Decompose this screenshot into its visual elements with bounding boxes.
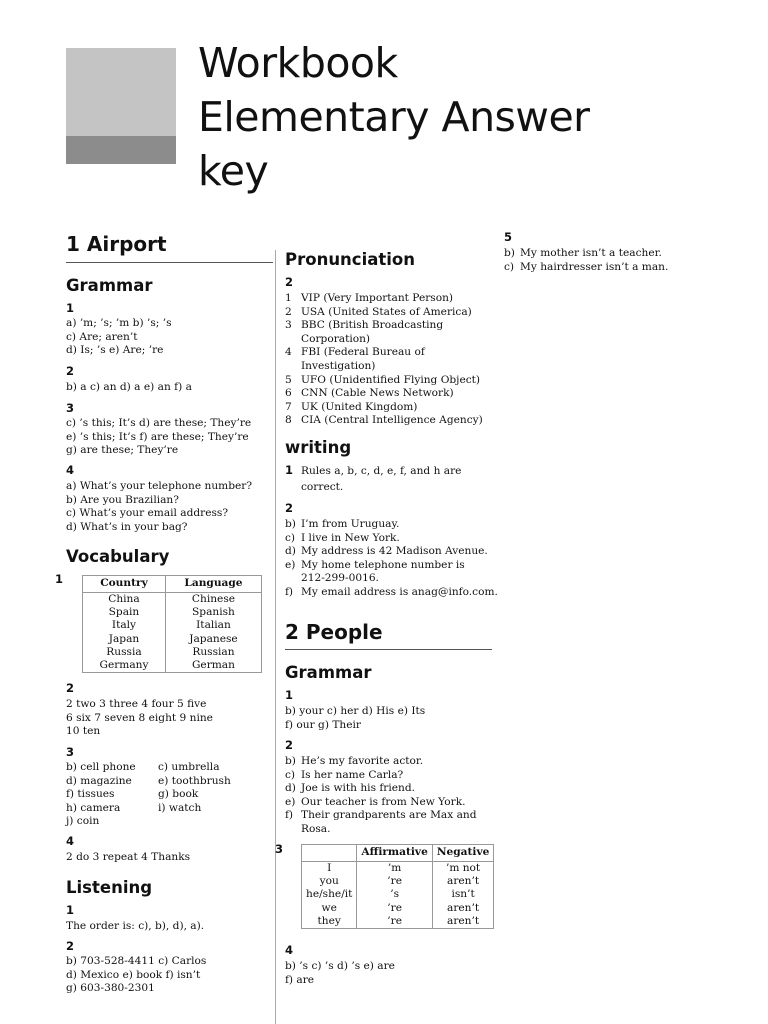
writing-heading: writing [285,438,352,457]
list-item: f) My email address is anag@info.com. [285,585,498,598]
grammar-ex5-answers [504,247,668,274]
unit2-grammar-ex4-answers: b) ’s c) ’s d) ’s e) are f) are [285,960,395,986]
list-item: d) magazine e) toothbrush [66,774,231,787]
exercise-number: 2 [66,681,75,695]
exercise-number: 1 [285,463,294,477]
country-language-table [82,575,262,673]
unit2-heading-rule [285,649,492,650]
exercise-number: 4 [285,943,294,957]
exercise-number: 2 [285,738,294,752]
exercise-number: 1 [66,301,75,315]
writing-ex1-answers: 1 Rules a, b, c, d, e, f, and h are correct. [285,463,462,493]
grammar-ex4-answers: a) What’s your telephone number? b) Are you Brazilian? c) What’s your email address? d) What’s in your bag? [66,480,253,533]
unit1-heading: 1 Airport [66,232,167,256]
exercise-number: 1 [285,688,294,702]
list-item: Investigation) [301,359,376,372]
logo-block-dark [66,136,176,164]
list-item: 8 CIA (Central Intelligence Agency) [285,414,483,427]
vocabulary-ex2-answers: 2 two 3 three 4 four 5 five 6 six 7 seven 8 eight 9 nine 10 ten [66,698,213,738]
table-row: Japan Japanese [83,633,262,646]
exercise-number: 5 [504,230,513,244]
exercise-number: 2 [66,939,75,953]
unit1-heading-rule [66,262,273,263]
unit2-grammar-ex2-answers [285,755,477,837]
grammar-ex1-answers: a) ’m; ’s; ’m b) ’s; ’s c) Are; aren’t d) Is; ’s e) Are; ’re [66,317,172,357]
grammar-heading: Grammar [66,276,153,295]
table-header [302,845,357,862]
table-row: China Chinese [83,593,262,607]
exercise-number: 2 [285,275,294,289]
exercise-number: 1 [55,572,64,586]
list-item: Corporation) [301,332,371,345]
exercise-number: 1 [66,903,75,917]
list-item: 1 VIP (Very Important Person) [285,292,454,304]
table-row: you ’re aren’t [302,875,494,888]
listening-ex2-answers: b) 703-528-4411 c) Carlos d) Mexico e) book f) isn’t g) 603-380-2301 [66,955,207,995]
list-item: h) camera i) watch [66,801,202,814]
logo-block-light [66,48,176,136]
pronunciation-ex2-answers [285,292,483,428]
table-header: Negative [432,845,494,862]
column-divider [275,250,276,1024]
list-item: b) cell phone c) umbrella [66,761,220,773]
exercise-number: 3 [66,401,75,415]
exercise-number: 2 [66,364,75,378]
list-item: j) coin [66,815,100,828]
list-item: 4 FBI (Federal Bureau of [285,346,425,359]
exercise-number: 4 [66,834,75,848]
list-item: b) My mother isn’t a teacher. [504,247,662,259]
list-item: c) My hairdresser isn’t a man. [504,260,669,273]
listening-heading: Listening [66,878,153,897]
list-item: 212-299-0016. [301,572,379,585]
list-item: 3 BBC (British Broadcasting [285,319,444,332]
exercise-number: 2 [285,501,294,515]
vocabulary-ex4-answers: 2 do 3 repeat 4 Thanks [66,851,191,863]
list-item: c) I live in New York. [285,531,400,544]
list-item: b) I’m from Uruguay. [285,518,400,530]
list-item: e) Our teacher is from New York. [285,795,466,808]
table-row: he/she/it ’s isn’t [302,888,494,901]
grammar-ex3-answers: c) ’s this; It’s d) are these; They’re e) ’s this; It’s f) are these; They’re g) are these; They’re [66,417,252,457]
list-item: d) My address is 42 Madison Avenue. [285,545,488,558]
table-header: Country [83,576,166,593]
list-item: b) He’s my favorite actor. [285,755,424,767]
verb-be-table [301,844,494,929]
vocabulary-ex3-answers [66,761,266,829]
exercise-number: 3 [275,842,284,856]
list-item: 5 UFO (Unidentified Flying Object) [285,373,481,386]
table-row: Spain Spanish [83,606,262,619]
list-item: f) tissues g) book [66,788,199,801]
list-item: d) Joe is with his friend. [285,782,415,795]
listening-ex1-answers: The order is: c), b), d), a). [66,920,205,932]
table-row: Russia Russian [83,646,262,659]
list-item: f) Their grandparents are Max and [285,809,477,822]
list-item: e) My home telephone number is [285,558,465,571]
list-item: 2 USA (United States of America) [285,305,472,318]
writing-ex2-answers [285,518,498,600]
table-row: we ’re aren’t [302,902,494,915]
table-header: Affirmative [357,845,432,862]
list-item: c) Is her name Carla? [285,768,404,781]
list-item: Rosa. [301,822,331,835]
table-row: Germany German [83,659,262,673]
exercise-number: 3 [66,745,75,759]
table-header: Language [165,576,261,593]
table-row: Italy Italian [83,619,262,632]
table-row: they ’re aren’t [302,915,494,929]
list-item: 6 CNN (Cable News Network) [285,387,454,400]
grammar-heading: Grammar [285,663,372,682]
table-row: I ’m ’m not [302,862,494,876]
exercise-number: 4 [66,463,75,477]
pronunciation-heading: Pronunciation [285,250,416,269]
vocabulary-heading: Vocabulary [66,547,170,566]
grammar-ex2-answers: b) a c) an d) a e) an f) a [66,381,192,393]
page-title: Workbook Elementary Answer key [198,39,590,195]
unit2-grammar-ex1-answers: b) your c) her d) His e) Its f) our g) Their [285,705,426,731]
unit2-heading: 2 People [285,620,383,644]
list-item: 7 UK (United Kingdom) [285,400,418,413]
